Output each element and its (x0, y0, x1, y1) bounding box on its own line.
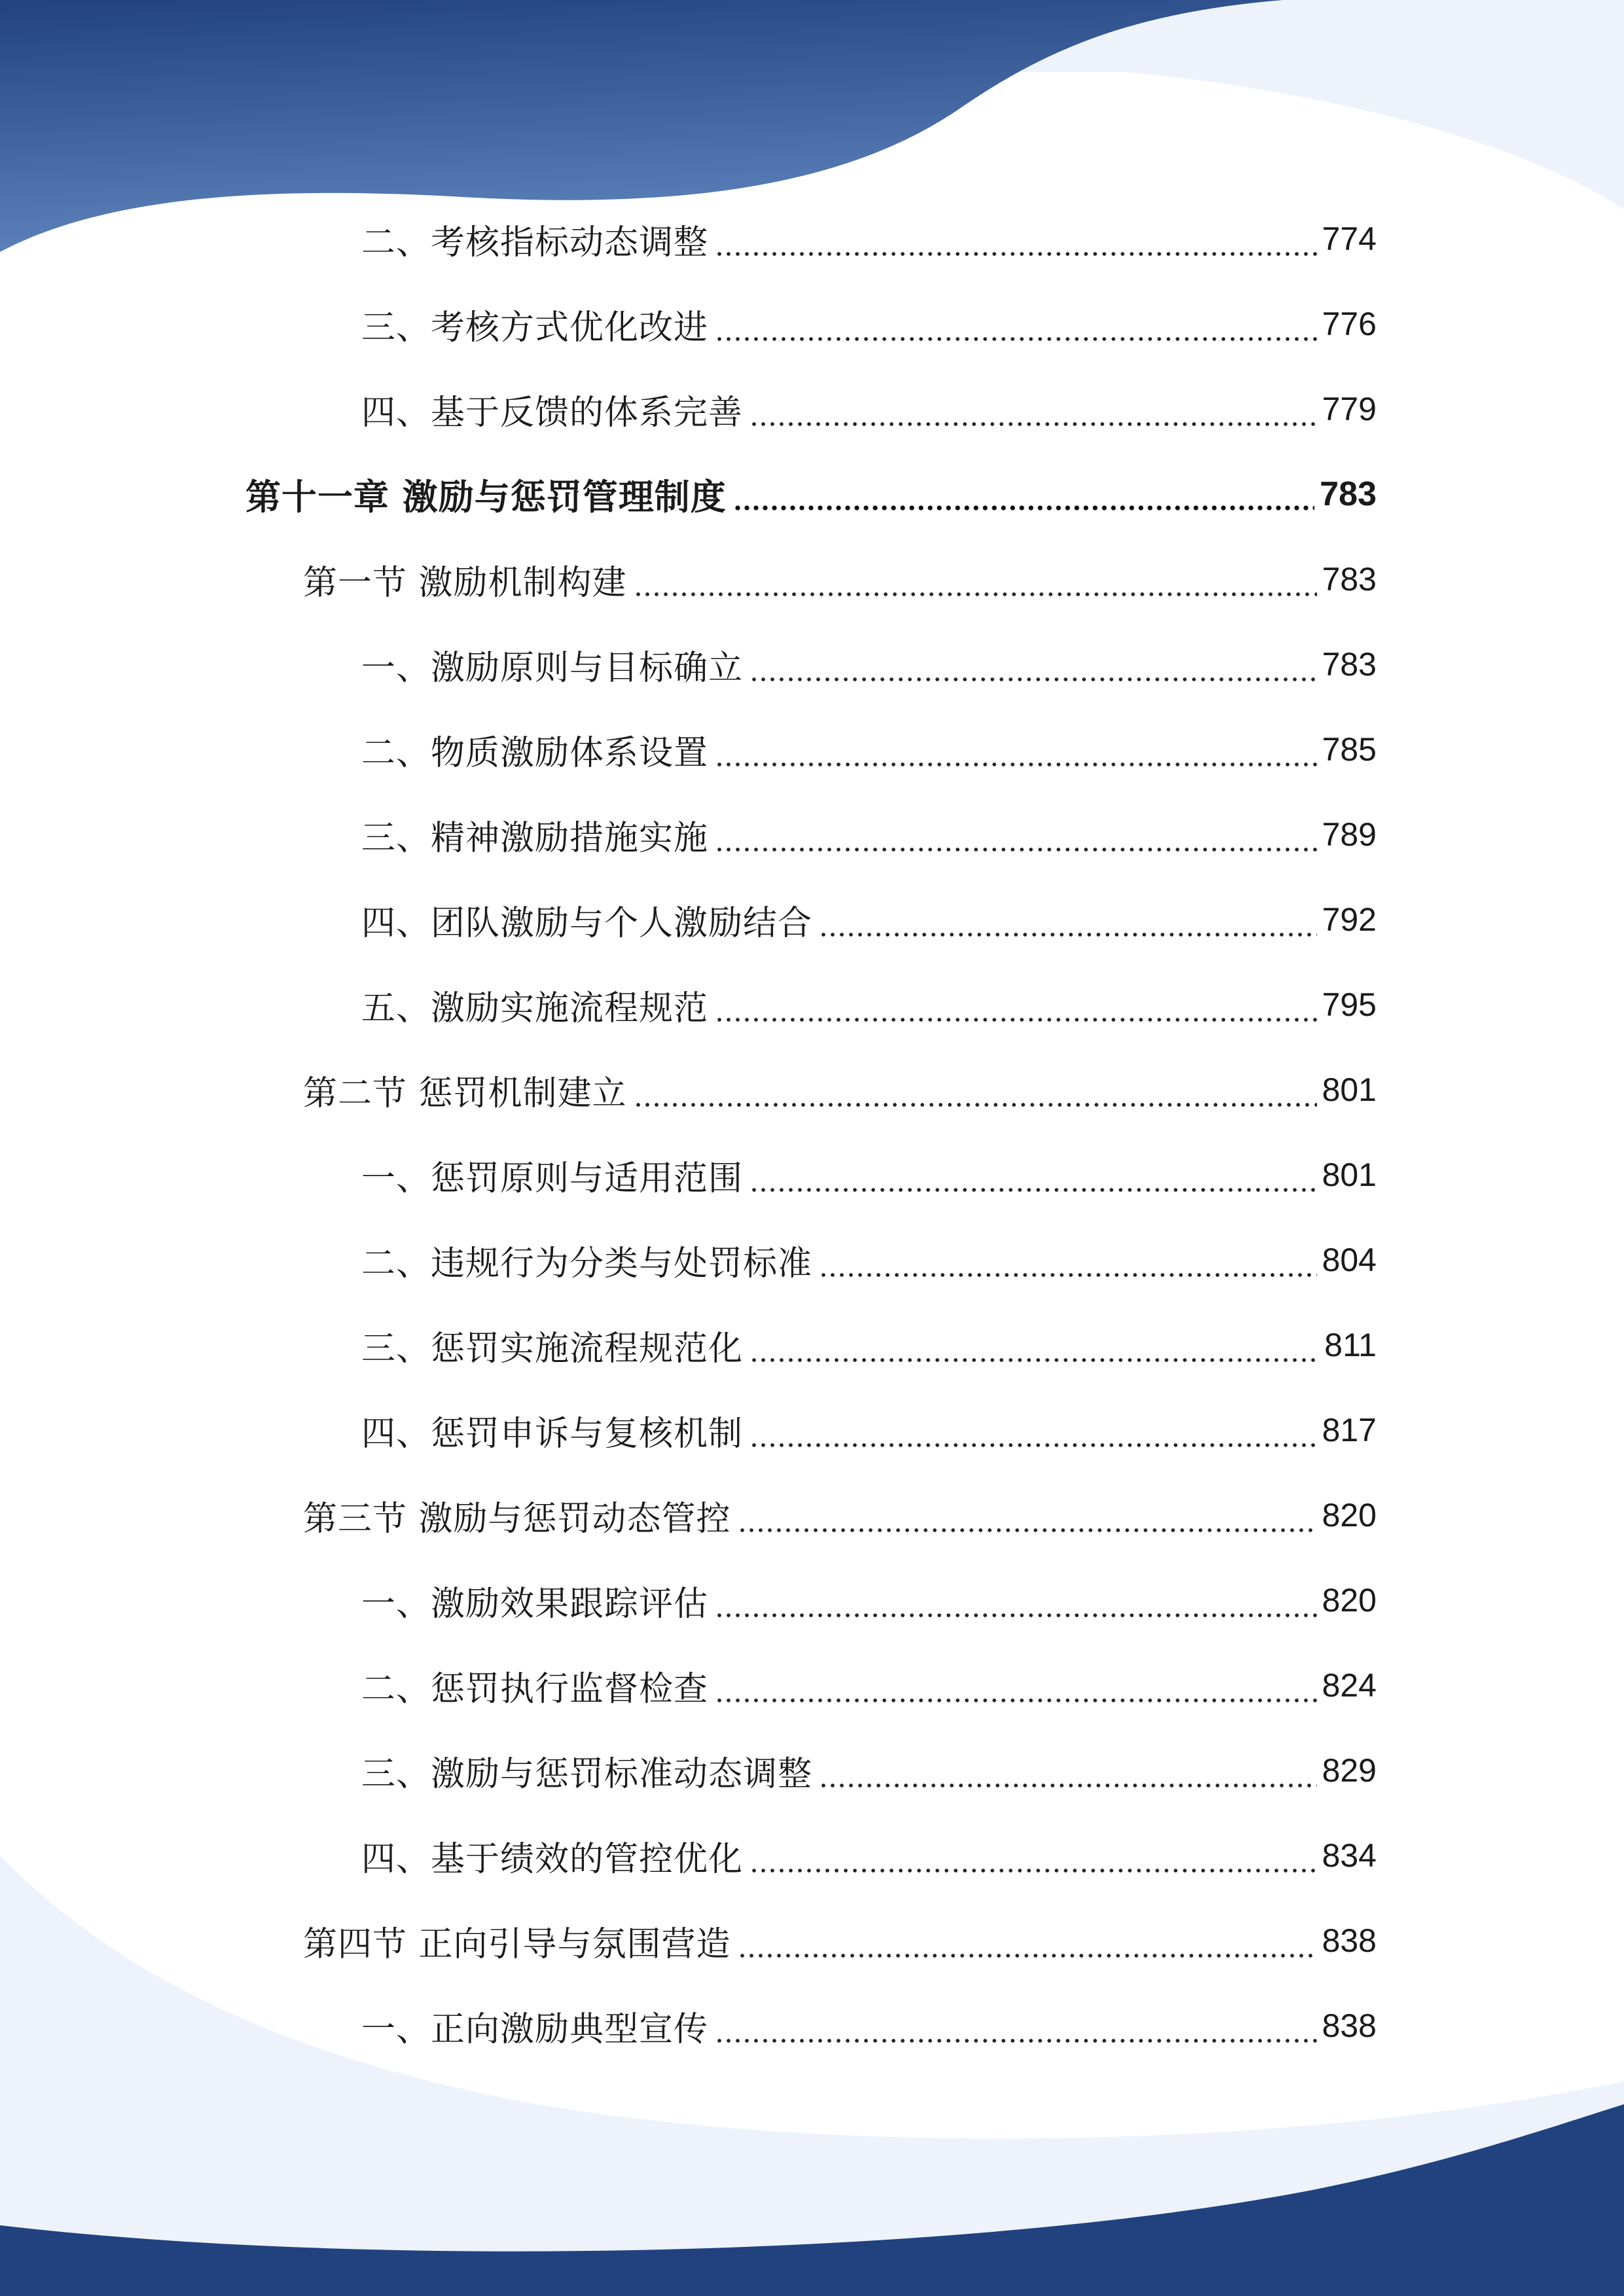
toc-entry-title: 一、激励原则与目标确立 (361, 648, 744, 688)
toc-entry-item[interactable] (361, 1397, 1377, 1463)
dot-leader (738, 1908, 1317, 1973)
dot-leader (733, 461, 1314, 527)
dot-leader (715, 972, 1317, 1037)
dot-leader (819, 887, 1317, 952)
toc-entry-item[interactable] (361, 632, 1377, 697)
toc-entry-item[interactable] (361, 1227, 1377, 1293)
toc-entry-section[interactable] (303, 1482, 1377, 1548)
toc-page-number: 824 (1322, 1667, 1377, 1704)
toc-entry-title: 二、考核指标动态调整 (361, 223, 709, 262)
toc-page-number: 783 (1322, 561, 1377, 598)
toc-entry-title: 第二节 惩罚机制建立 (303, 1073, 627, 1113)
toc-entry-title: 二、惩罚执行监督检查 (361, 1669, 709, 1709)
toc-entry-item[interactable] (361, 1312, 1377, 1378)
toc-entry-title: 第四节 正向引导与氛围营造 (303, 1924, 731, 1964)
toc-entry-title: 一、惩罚原则与适用范围 (361, 1158, 744, 1198)
toc-page-number: 811 (1324, 1327, 1377, 1363)
toc-entry-section[interactable] (303, 1908, 1377, 1973)
toc-entry-chapter[interactable] (245, 461, 1377, 527)
toc-entry-section[interactable] (303, 547, 1377, 612)
dot-leader (715, 802, 1317, 867)
toc-page-number: 838 (1322, 2007, 1377, 2044)
toc-entry-title: 第一节 激励机制构建 (303, 563, 627, 603)
toc-entry-title: 三、考核方式优化改进 (361, 308, 709, 348)
toc-page-number: 817 (1322, 1412, 1377, 1448)
dot-leader (715, 1993, 1317, 2058)
dot-leader (715, 206, 1317, 272)
toc-entry-title: 四、团队激励与个人激励结合 (361, 903, 813, 943)
toc-entry-title: 二、物质激励体系设置 (361, 733, 709, 773)
toc-entry-title: 二、违规行为分类与处罚标准 (361, 1244, 813, 1283)
toc-page-number: 838 (1322, 1922, 1377, 1959)
toc-page-number: 801 (1322, 1157, 1377, 1193)
toc-page-number: 785 (1322, 731, 1377, 768)
toc-entry-title: 三、惩罚实施流程规范化 (361, 1329, 744, 1369)
toc-entry-title: 五、激励实施流程规范 (361, 988, 709, 1028)
toc-page-number: 829 (1322, 1752, 1377, 1789)
toc-entry-item[interactable] (361, 1142, 1377, 1208)
toc-entry-item[interactable] (361, 376, 1377, 442)
toc-entry-item[interactable] (361, 972, 1377, 1037)
dot-leader (749, 376, 1317, 442)
dot-leader (715, 291, 1317, 357)
toc-entry-item[interactable] (361, 1653, 1377, 1718)
toc-entry-title: 第三节 激励与惩罚动态管控 (303, 1499, 731, 1539)
toc-entry-title: 三、精神激励措施实施 (361, 818, 709, 858)
toc-entry-title: 四、基于反馈的体系完善 (361, 393, 744, 433)
toc-page-number: 804 (1322, 1242, 1377, 1278)
dot-leader (715, 1568, 1317, 1633)
toc-entry-title: 四、基于绩效的管控优化 (361, 1839, 744, 1879)
toc-page-number: 779 (1322, 391, 1377, 427)
dot-leader (738, 1482, 1317, 1548)
toc-entry-item[interactable] (361, 206, 1377, 272)
toc-page-number: 783 (1322, 646, 1377, 683)
toc-page-number: 792 (1322, 901, 1377, 938)
toc-page-number: 834 (1322, 1837, 1377, 1874)
toc-entry-item[interactable] (361, 1993, 1377, 2058)
dot-leader (715, 717, 1317, 782)
dot-leader (749, 1312, 1319, 1378)
toc-entry-item[interactable] (361, 802, 1377, 867)
toc-page-number: 795 (1322, 986, 1377, 1023)
dot-leader (634, 1057, 1317, 1122)
dot-leader (749, 1397, 1317, 1463)
dot-leader (749, 1823, 1317, 1888)
toc-page-number: 776 (1322, 306, 1377, 342)
toc-entry-title: 一、正向激励典型宣传 (361, 2009, 709, 2049)
toc-entry-item[interactable] (361, 1568, 1377, 1633)
toc-entry-item[interactable] (361, 1738, 1377, 1803)
toc-entry-section[interactable] (303, 1057, 1377, 1122)
dot-leader (749, 1142, 1317, 1208)
toc-page-number: 820 (1322, 1582, 1377, 1619)
toc-entry-item[interactable] (361, 1823, 1377, 1888)
dot-leader (819, 1738, 1317, 1803)
toc-entry-title: 三、激励与惩罚标准动态调整 (361, 1754, 813, 1794)
toc-entry-item[interactable] (361, 291, 1377, 357)
toc-entry-title: 第十一章 激励与惩罚管理制度 (245, 475, 727, 518)
toc-entry-title: 四、惩罚申诉与复核机制 (361, 1414, 744, 1454)
toc-page-number: 789 (1322, 816, 1377, 853)
toc-page-number: 801 (1322, 1071, 1377, 1108)
toc-entry-title: 一、激励效果跟踪评估 (361, 1584, 709, 1624)
toc-entry-item[interactable] (361, 717, 1377, 782)
dot-leader (749, 632, 1317, 697)
toc-entry-item[interactable] (361, 887, 1377, 952)
dot-leader (634, 547, 1317, 612)
toc-page-number: 820 (1322, 1497, 1377, 1534)
toc-page-number: 774 (1322, 221, 1377, 257)
dot-leader (819, 1227, 1317, 1293)
toc-page-number: 783 (1320, 475, 1377, 513)
dot-leader (715, 1653, 1317, 1718)
